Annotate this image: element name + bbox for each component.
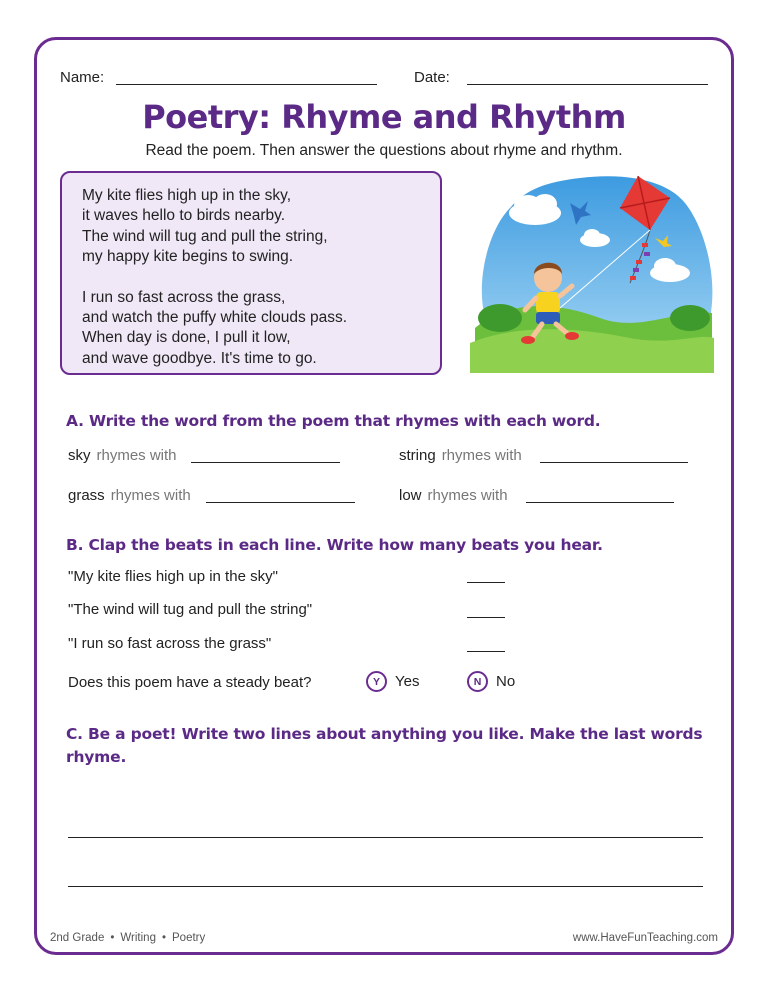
poem-writing-line[interactable] bbox=[68, 886, 703, 887]
name-field[interactable] bbox=[116, 84, 377, 85]
answer-line[interactable] bbox=[540, 462, 688, 463]
rhymes-with-text: rhymes with bbox=[441, 447, 522, 464]
rhyme-item bbox=[399, 447, 522, 464]
poem-line: my happy kite begins to swing. bbox=[82, 248, 294, 266]
poem-line: and wave goodbye. It's time to go. bbox=[82, 349, 317, 367]
rhyme-word: grass bbox=[68, 487, 105, 504]
beat-answer-blank[interactable] bbox=[467, 617, 505, 618]
rhymes-with-text: rhymes with bbox=[96, 447, 177, 464]
poem-line: My kite flies high up in the sky, bbox=[82, 187, 292, 204]
date-label: Date: bbox=[414, 69, 450, 86]
rhyme-item bbox=[68, 447, 177, 464]
section-a-heading: A. Write the word from the poem that rhymes with each word. bbox=[66, 412, 601, 430]
option-yes[interactable] bbox=[366, 671, 419, 692]
page-title: Poetry: Rhyme and Rhythm bbox=[142, 98, 626, 136]
option-circle[interactable]: Y bbox=[366, 671, 387, 692]
section-c-heading: C. Be a poet! Write two lines about anything you like. Make the last words bbox=[66, 725, 703, 743]
topic-tag: Poetry bbox=[172, 932, 206, 944]
answer-line[interactable] bbox=[191, 462, 340, 463]
answer-line[interactable] bbox=[206, 502, 355, 503]
footer-tags: 2nd Grade • Writing • Poetry bbox=[50, 932, 206, 944]
rhymes-with-text: rhymes with bbox=[427, 487, 508, 504]
rhyme-item bbox=[399, 487, 508, 504]
poem-line: it waves hello to birds nearby. bbox=[82, 207, 286, 225]
section-b-heading: B. Clap the beats in each line. Write how many beats you hear. bbox=[66, 536, 603, 554]
kite-boy-illustration bbox=[470, 168, 714, 373]
beat-line: "The wind will tug and pull the string" bbox=[68, 601, 313, 618]
rhyme-word: low bbox=[399, 487, 422, 504]
poem-line: and watch the puffy white clouds pass. bbox=[82, 309, 348, 327]
poem-box bbox=[60, 171, 442, 375]
poem-line: When day is done, I pull it low, bbox=[82, 329, 291, 347]
rhyme-word: sky bbox=[68, 447, 91, 464]
rhymes-with-text: rhymes with bbox=[110, 487, 191, 504]
option-label: No bbox=[496, 673, 516, 690]
beat-line: "My kite flies high up in the sky" bbox=[68, 568, 278, 585]
poem-line: The wind will tug and pull the string, bbox=[82, 227, 328, 245]
site-url: www.HaveFunTeaching.com bbox=[572, 932, 718, 944]
section-c-heading-cont: rhyme. bbox=[66, 748, 127, 766]
answer-line[interactable] bbox=[526, 502, 674, 503]
rhyme-word: string bbox=[399, 447, 436, 464]
rhyme-item bbox=[68, 487, 191, 504]
beat-answer-blank[interactable] bbox=[467, 582, 505, 583]
option-no[interactable] bbox=[467, 671, 515, 692]
poem-line: I run so fast across the grass, bbox=[82, 288, 286, 306]
beat-line: "I run so fast across the grass" bbox=[68, 635, 272, 652]
grade-tag: 2nd Grade bbox=[50, 932, 105, 944]
steady-beat-question: Does this poem have a steady beat? bbox=[68, 674, 312, 691]
date-field[interactable] bbox=[467, 84, 708, 85]
option-label: Yes bbox=[395, 673, 420, 690]
page-subtitle: Read the poem. Then answer the questions about rhyme and rhythm. bbox=[145, 142, 623, 159]
subject-tag: Writing bbox=[120, 932, 156, 944]
poem-writing-line[interactable] bbox=[68, 837, 703, 838]
option-circle[interactable]: N bbox=[467, 671, 488, 692]
beat-answer-blank[interactable] bbox=[467, 651, 505, 652]
name-label: Name: bbox=[60, 69, 105, 86]
